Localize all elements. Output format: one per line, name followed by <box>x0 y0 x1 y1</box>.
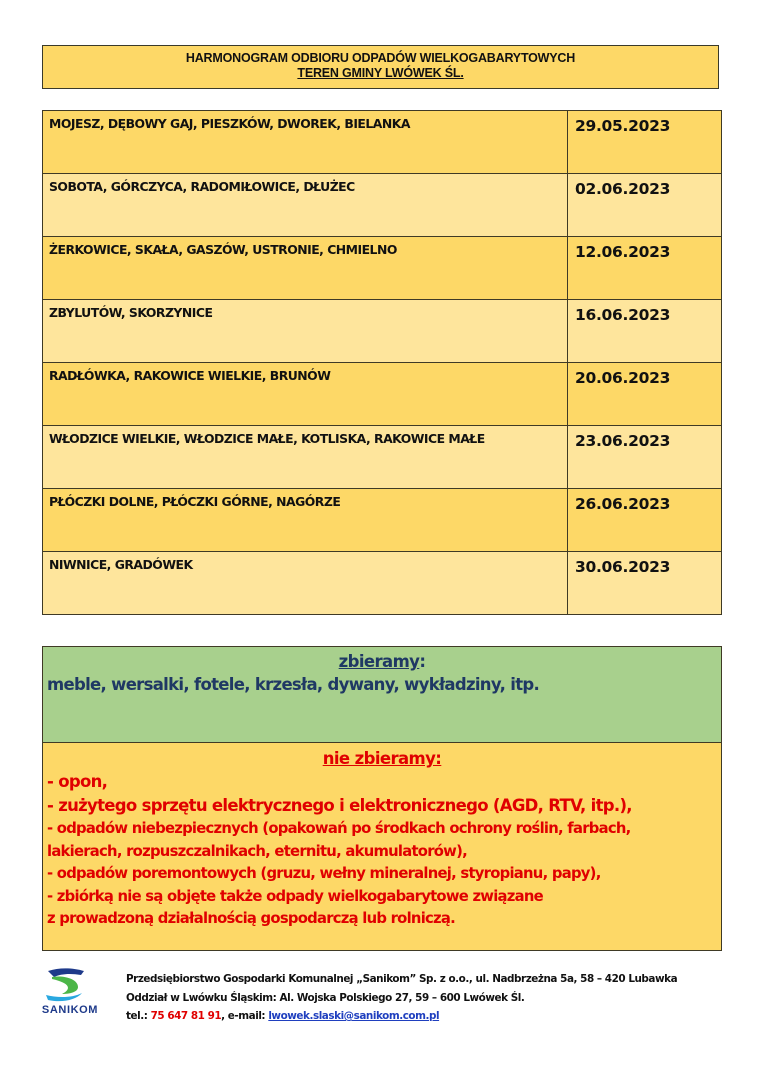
company-contact <box>126 970 677 1026</box>
collected-title <box>43 647 721 671</box>
table-row <box>43 111 722 174</box>
not-collected-section <box>43 743 721 950</box>
not-collected-item: - odpadów poremontowych (gruzu, wełny mineralnej, styropianu, papy), <box>47 865 601 883</box>
locations-cell: WŁODZICE WIELKIE, WŁODZICE MAŁE, KOTLISKA, RAKOWICE MAŁE <box>43 426 568 489</box>
locations-cell: RADŁÓWKA, RAKOWICE WIELKIE, BRUNÓW <box>43 363 568 426</box>
email-link[interactable]: lwowek.slaski@sanikom.com.pl <box>268 1010 440 1022</box>
not-collected-item: - odpadów niebezpiecznych (opakowań po środkach ochrony roślin, farbach, <box>47 820 631 837</box>
date-cell: 16.06.2023 <box>568 300 722 363</box>
footer <box>30 965 730 1025</box>
locations-cell: SOBOTA, GÓRCZYCA, RADOMIŁOWICE, DŁUŻEC <box>43 174 568 237</box>
not-collected-item: - opon, <box>47 772 108 791</box>
date-cell: 29.05.2023 <box>568 111 722 174</box>
contact-line <box>126 1007 677 1026</box>
date-cell: 12.06.2023 <box>568 237 722 300</box>
table-row <box>43 426 722 489</box>
title-line-2: TEREN GMINY LWÓWEK ŚL. <box>297 66 464 80</box>
table-row <box>43 237 722 300</box>
collected-items: meble, wersalki, fotele, krzesła, dywany, wykładziny, itp. <box>47 675 540 694</box>
not-collected-item: - zużytego sprzętu elektrycznego i elektronicznego (AGD, RTV, itp.), <box>47 796 632 815</box>
locations-cell: ZBYLUTÓW, SKORZYNICE <box>43 300 568 363</box>
date-cell: 30.06.2023 <box>568 552 722 615</box>
email-label: , e-mail: <box>221 1010 269 1022</box>
tel-label: tel.: <box>126 1010 151 1022</box>
document-title <box>42 45 719 89</box>
table-row <box>43 300 722 363</box>
not-collected-title: nie zbieramy: <box>322 749 442 768</box>
collected-title-text: zbieramy <box>338 652 420 671</box>
table-row <box>43 174 722 237</box>
collection-rules-box <box>42 646 722 951</box>
not-collected-list <box>43 768 721 931</box>
branch-address: Oddział w Lwówku Śląskim: Al. Wojska Polskiego 27, 59 – 600 Lwówek Śl. <box>126 991 525 1004</box>
date-cell: 20.06.2023 <box>568 363 722 426</box>
date-cell: 02.06.2023 <box>568 174 722 237</box>
collected-section <box>43 647 721 743</box>
date-cell: 26.06.2023 <box>568 489 722 552</box>
table-row <box>43 363 722 426</box>
company-address: Przedsiębiorstwo Gospodarki Komunalnej „Sanikom” Sp. z o.o., ul. Nadbrzeżna 5a, 58 – 420 Lubawka <box>126 973 678 985</box>
phone-number[interactable]: 75 647 81 91 <box>150 1010 222 1022</box>
locations-cell: ŻERKOWICE, SKAŁA, GASZÓW, USTRONIE, CHMIELNO <box>43 237 568 300</box>
collection-schedule-table <box>42 110 722 615</box>
not-collected-item: z prowadzoną działalnością gospodarczą lub rolniczą. <box>47 910 456 928</box>
locations-cell: PŁÓCZKI DOLNE, PŁÓCZKI GÓRNE, NAGÓRZE <box>43 489 568 552</box>
logo-text: SANIKOM <box>41 1004 99 1016</box>
title-line-1: HARMONOGRAM ODBIORU ODPADÓW WIELKOGABARYTOWYCH <box>185 51 576 65</box>
date-cell: 23.06.2023 <box>568 426 722 489</box>
table-row <box>43 489 722 552</box>
not-collected-item: - zbiórką nie są objęte także odpady wielkogabarytowe związane <box>47 887 543 905</box>
collected-title-colon: : <box>419 652 426 671</box>
not-collected-item: lakierach, rozpuszczalnikach, eternitu, akumulatorów), <box>47 842 467 860</box>
sanikom-logo-icon <box>34 965 98 1025</box>
table-row <box>43 552 722 615</box>
locations-cell: MOJESZ, DĘBOWY GAJ, PIESZKÓW, DWOREK, BIELANKA <box>43 111 568 174</box>
locations-cell: NIWNICE, GRADÓWEK <box>43 552 568 615</box>
